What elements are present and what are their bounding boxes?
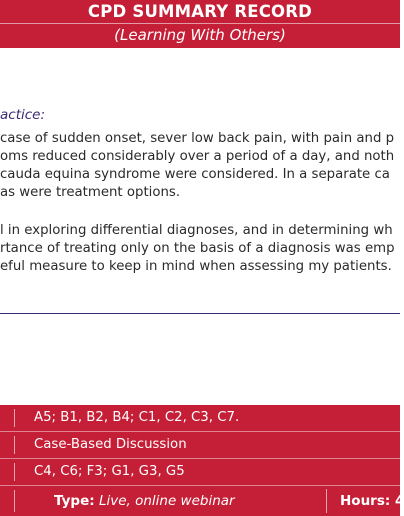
section-heading: actice: [0,107,46,123]
paragraph-line: l in exploring differential diagnoses, and in determining wh [0,223,393,238]
record-header [0,0,400,48]
hours-label: Hours: [340,493,391,509]
paragraph-line: as were treatment options. [0,185,181,200]
table-cell-value: A5; B1, B2, B4; C1, C2, C3, C7. [34,410,240,425]
table-cell-value: Case-Based Discussion [34,437,187,452]
table-row [0,432,400,458]
paragraph-line: case of sudden onset, sever low back pain, with pain and p [0,131,395,146]
type-value: Live, online webinar [98,493,235,509]
paragraph-line: eful measure to keep in mind when assessing my patients. [0,259,392,274]
record-title: CPD SUMMARY RECORD [87,2,313,21]
paragraph-line: cauda equina syndrome were considered. In a separate ca [0,167,390,182]
type-label: Type: [54,493,95,509]
hours-value: 4 [394,493,404,509]
type-field [54,486,235,516]
table-row [0,459,400,485]
reflection-paragraph-1 [0,130,400,202]
header-rule [0,23,400,24]
section-divider [0,313,400,314]
column-divider [14,409,15,427]
table-row [0,405,400,431]
paragraph-line: oms reduced considerably over a period of a day, and noth [0,149,395,164]
column-divider [326,489,327,513]
reflection-paragraph-2 [0,222,400,276]
table-footer-row [0,486,404,516]
record-subtitle: (Learning With Others) [114,26,286,44]
column-divider [14,490,15,512]
column-divider [14,436,15,454]
cpd-details-table [0,405,404,516]
hours-field [340,486,404,516]
table-cell-value: C4, C6; F3; G1, G3, G5 [34,464,185,479]
column-divider [14,463,15,481]
paragraph-line: rtance of treating only on the basis of a diagnosis was emp [0,241,395,256]
